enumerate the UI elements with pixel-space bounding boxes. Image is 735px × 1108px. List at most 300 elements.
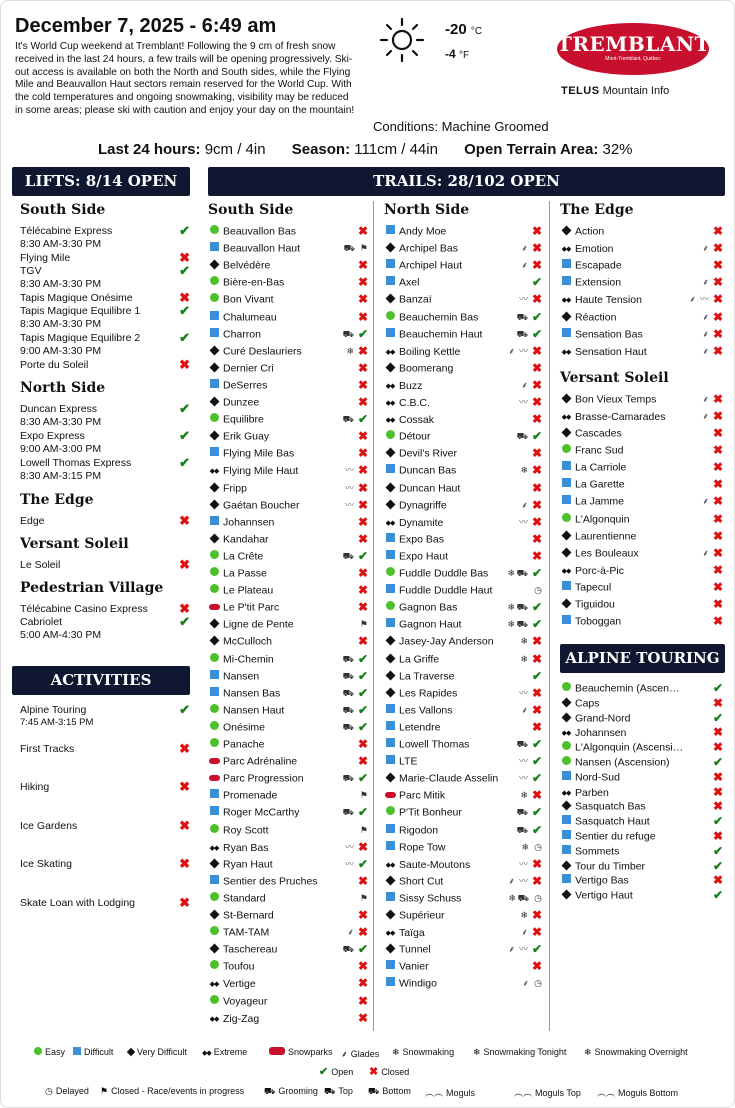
- trail-row: [208, 1010, 370, 1027]
- trail-name: Le P'tit Parc: [223, 601, 280, 614]
- trail-name: Taschereau: [223, 943, 278, 956]
- trail-name: Flying Mile Haut: [223, 465, 299, 478]
- closed-x-icon: ✖: [531, 241, 542, 256]
- lift-row: [20, 305, 190, 330]
- legend-label: Open: [331, 1067, 354, 1077]
- legend-item: [341, 1047, 379, 1060]
- closed-x-icon: ✖: [531, 258, 542, 273]
- trail-name: La Griffe: [399, 652, 440, 665]
- temp-celsius: -20 °C: [445, 21, 483, 38]
- lift-name: Expo Express: [20, 430, 85, 442]
- trail-row: [384, 856, 544, 873]
- open-check-icon: ✔: [357, 719, 368, 734]
- closed-x-icon: ✖: [531, 224, 542, 238]
- legend-label: Glades: [350, 1049, 380, 1059]
- trail-row: [384, 480, 544, 497]
- grooming-icon: ⛟: [516, 568, 528, 578]
- alpine-touring-name: Caps: [575, 697, 600, 710]
- moguls-icon: 〰: [518, 773, 528, 784]
- trail-name: Beauchemin Haut: [399, 327, 483, 340]
- trail-row: [384, 736, 544, 753]
- difficult-icon: [562, 845, 571, 854]
- moguls-top-icon: ︵︵: [514, 1088, 533, 1098]
- open-check-icon: ✔: [357, 548, 368, 563]
- lifts-header: LIFTS: 8/14 OPEN: [12, 167, 190, 196]
- bottom-icon: ⛟: [368, 1086, 380, 1096]
- lift-row: [20, 292, 190, 305]
- lift-name: Duncan Express: [20, 403, 98, 415]
- trail-row: [208, 411, 370, 428]
- trail-name: Andy Moe: [399, 225, 447, 238]
- trail-name: La Passe: [223, 567, 267, 580]
- trail-row: [208, 822, 370, 839]
- extreme-icon: ◆◆: [561, 567, 571, 575]
- moguls-icon: 〰: [344, 841, 354, 852]
- closed-race-icon: ⚑: [359, 790, 368, 801]
- legend-label: Easy: [45, 1047, 66, 1057]
- trail-row: [208, 462, 370, 479]
- trail-row: [384, 839, 544, 856]
- difficult-icon: [210, 670, 219, 679]
- trail-row: [384, 274, 544, 291]
- trail-name: Boomerang: [399, 362, 454, 375]
- very-difficult-icon: [209, 499, 219, 509]
- open-check-icon: ✔: [531, 566, 542, 580]
- closed-x-icon: ✖: [357, 429, 368, 444]
- open-check-icon: ✔: [531, 805, 542, 820]
- closed-x-icon: ✖: [712, 562, 723, 577]
- legend-label: Moguls Bottom: [618, 1088, 679, 1098]
- trail-name: Tunnel: [399, 943, 431, 956]
- legend-item: [264, 1086, 318, 1098]
- trail-name: Nansen Bas: [223, 686, 281, 699]
- trail-name: Roy Scott: [223, 823, 269, 836]
- very-difficult-icon: [561, 393, 571, 403]
- trail-name: Archipel Haut: [399, 259, 463, 272]
- trail-row: [560, 579, 725, 596]
- trail-row: [384, 941, 544, 958]
- trail-row: [384, 240, 544, 257]
- trail-name: Parc Progression: [223, 772, 304, 785]
- trail-row: [208, 445, 370, 462]
- grooming-icon: ⛟: [342, 704, 354, 715]
- moguls-icon: 〰: [344, 482, 354, 493]
- trail-row: [208, 480, 370, 497]
- trail-row: [384, 975, 544, 992]
- glades-icon: ⸙: [521, 243, 528, 254]
- easy-icon: [386, 806, 395, 815]
- snowpark-icon: [209, 758, 220, 764]
- trail-row: [208, 668, 370, 685]
- trail-row: [384, 685, 544, 702]
- open-check-icon: ✔: [712, 814, 723, 829]
- trail-name: Porc-à-Pic: [575, 564, 625, 577]
- trail-row: [208, 873, 370, 890]
- closed-x-icon: ✖: [712, 725, 723, 740]
- trail-name: Jasey-Jay Anderson: [399, 635, 494, 648]
- trail-name: Duncan Bas: [399, 464, 457, 477]
- grooming-icon: ⛟: [342, 807, 354, 818]
- closed-x-icon: ✖: [531, 651, 542, 666]
- moguls-icon: 〰: [518, 756, 528, 767]
- open-check-icon: ✔: [531, 600, 542, 615]
- trail-row: [208, 343, 370, 360]
- trail-name: Marie-Claude Asselin: [399, 772, 499, 785]
- easy-icon: [34, 1047, 42, 1057]
- very-difficult-icon: [209, 858, 219, 868]
- difficult-icon: [386, 584, 395, 593]
- alpine-touring-row: [560, 873, 725, 888]
- trail-name: Ryan Haut: [223, 857, 273, 870]
- lift-row: [20, 616, 190, 641]
- legend-item: [202, 1047, 247, 1057]
- trail-name: Sentier des Pruches: [223, 875, 318, 888]
- closed-x-icon: ✖: [357, 514, 368, 529]
- trail-section-title: North Side: [384, 202, 470, 218]
- trail-name: Nansen: [223, 669, 260, 682]
- difficult-icon: [386, 328, 395, 337]
- closed-x-icon: ✖: [531, 395, 542, 409]
- very-difficult-icon: [209, 482, 219, 492]
- trail-name: Belvédère: [223, 259, 271, 272]
- legend-item: [597, 1086, 678, 1099]
- easy-icon: [210, 225, 219, 234]
- closed-x-icon: ✖: [712, 873, 723, 888]
- trail-name: Vanier: [399, 960, 429, 973]
- trail-row: [560, 408, 725, 425]
- trail-name: Escapade: [575, 259, 622, 272]
- easy-icon: [210, 738, 219, 747]
- delayed-icon: ◷: [534, 892, 542, 903]
- open-check-icon: ✔: [179, 428, 190, 443]
- trail-row: [560, 391, 725, 408]
- very-difficult-icon: [385, 294, 395, 304]
- easy-icon: [210, 721, 219, 730]
- trail-name: Parc Adrénaline: [223, 755, 298, 768]
- trail-row: [208, 958, 370, 975]
- closed-x-icon: ✖: [531, 412, 542, 427]
- moguls-icon: 〰: [344, 499, 354, 510]
- trail-name: Archipel Bas: [399, 242, 458, 255]
- open-check-icon: ✔: [357, 326, 368, 341]
- glades-icon: ⸙: [702, 410, 709, 421]
- trail-name: Flying Mile Bas: [223, 447, 295, 460]
- very-difficult-icon: [385, 482, 395, 492]
- alpine-touring-row: [560, 829, 725, 844]
- open-check-icon: ✔: [179, 330, 190, 345]
- open-check-icon: ✔: [357, 651, 368, 666]
- trail-name: Fuddle Duddle Bas: [399, 567, 489, 580]
- trail-name: Brasse-Camarades: [575, 410, 666, 423]
- very-difficult-icon: [385, 944, 395, 954]
- trail-name: Buzz: [399, 379, 423, 392]
- trail-row: [208, 890, 370, 907]
- trail-row: [208, 223, 370, 240]
- trail-name: Extension: [575, 276, 622, 289]
- lift-name: Télécabine Express: [20, 225, 113, 237]
- open-check-icon: ✔: [531, 771, 542, 786]
- legend-item: [269, 1047, 333, 1057]
- alpine-touring-name: Nansen (Ascension): [575, 756, 670, 769]
- trail-row: [208, 394, 370, 411]
- trail-row: [384, 257, 544, 274]
- easy-icon: [210, 824, 219, 833]
- trail-name: Beauvallon Haut: [223, 242, 301, 255]
- closed-x-icon: ✖: [357, 839, 368, 854]
- closed-x-icon: ✖: [712, 292, 723, 307]
- activity-hours: 7:45 AM-3:15 PM: [20, 716, 94, 728]
- difficult-icon: [386, 960, 395, 969]
- alpine-touring-row: [560, 785, 725, 800]
- alpine-touring-name: Vertigo Haut: [575, 889, 633, 902]
- legend-item: [514, 1086, 581, 1099]
- trail-row: [208, 531, 370, 548]
- trail-row: [208, 804, 370, 821]
- trail-row: [384, 514, 544, 531]
- alpine-touring-row: [560, 859, 725, 874]
- lift-name: Flying Mile: [20, 252, 71, 264]
- legend-label: Very Difficult: [137, 1047, 187, 1057]
- extreme-icon: ◆◆: [561, 348, 571, 356]
- very-difficult-icon: [385, 687, 395, 697]
- very-difficult-icon: [209, 362, 219, 372]
- snowmaking-icon: ❄: [520, 910, 528, 920]
- trail-row: [560, 326, 725, 343]
- trail-row: [384, 907, 544, 924]
- trail-name: Axel: [399, 276, 420, 289]
- trail-row: [560, 511, 725, 528]
- trail-row: [208, 326, 370, 343]
- grooming-icon: ⛟: [516, 311, 528, 322]
- lift-row: [20, 430, 190, 455]
- grooming-icon: ⛟: [516, 824, 528, 835]
- closed-x-icon: ✖: [357, 600, 368, 615]
- activity-name: Skate Loan with Lodging: [20, 896, 136, 909]
- closed-x-icon: ✖: [712, 309, 723, 324]
- very-difficult-icon: [385, 636, 395, 646]
- trail-name: Gagnon Bas: [399, 601, 458, 614]
- closed-x-icon: ✖: [712, 511, 723, 526]
- trail-row: [208, 582, 370, 599]
- closed-x-icon: ✖: [357, 480, 368, 495]
- top-icon: ⛟: [324, 1086, 336, 1096]
- very-difficult-icon: [561, 530, 571, 540]
- grooming-icon: ⛟: [516, 328, 528, 339]
- trail-section-title: Versant Soleil: [560, 369, 669, 386]
- trail-row: [560, 291, 725, 308]
- easy-icon: [210, 704, 219, 713]
- very-difficult-icon: [385, 499, 395, 509]
- lift-name: Tapis Magique Equilibre 1: [20, 305, 141, 317]
- glades-icon: ⸙: [522, 978, 529, 989]
- very-difficult-icon: [385, 670, 395, 680]
- difficult-icon: [562, 328, 571, 337]
- difficult-icon: [386, 276, 395, 285]
- legend-item: [319, 1065, 353, 1078]
- lift-hours: 8:30 AM-3:30 PM: [20, 277, 102, 290]
- open-check-icon: ✔: [357, 412, 368, 427]
- lift-hours: 5:00 AM-4:30 PM: [20, 628, 102, 641]
- closed-x-icon: ✖: [531, 702, 542, 717]
- trail-name: Sensation Haut: [575, 345, 647, 358]
- lift-hours: 8:30 AM-3:30 PM: [20, 317, 102, 330]
- trail-name: C.B.C.: [399, 396, 430, 409]
- difficult-icon: [210, 447, 219, 456]
- activity-row: [20, 740, 190, 756]
- lift-row: [20, 603, 190, 616]
- trail-row: [560, 257, 725, 274]
- telus-sponsor: TELUS Mountain Info: [561, 85, 670, 97]
- trail-name: Franc Sud: [575, 444, 624, 457]
- trail-row: [560, 493, 725, 510]
- trail-name: Haute Tension: [575, 294, 642, 307]
- trail-name: Cascades: [575, 427, 622, 440]
- glades-icon: ⸙: [702, 243, 709, 254]
- very-difficult-icon: [209, 260, 219, 270]
- snowpark-icon: [209, 604, 220, 610]
- trail-name: Fuddle Duddle Haut: [399, 584, 493, 597]
- activity-row: [20, 894, 190, 910]
- very-difficult-icon: [209, 636, 219, 646]
- trail-row: [384, 719, 544, 736]
- trail-row: [208, 514, 370, 531]
- tremblant-logo: TREMBLANT Mont-Tremblant, Québec: [557, 23, 709, 75]
- trail-row: [208, 291, 370, 308]
- trail-row: [208, 548, 370, 565]
- closed-x-icon: ✖: [357, 1010, 368, 1025]
- glades-icon: ⸙: [702, 496, 709, 507]
- trail-row: [208, 736, 370, 753]
- closed-x-icon: ✖: [357, 737, 368, 751]
- grooming-icon: ⛟: [264, 1086, 276, 1096]
- easy-icon: [386, 430, 395, 439]
- closed-x-icon: ✖: [179, 557, 190, 572]
- trail-name: Bière-en-Bas: [223, 276, 285, 289]
- very-difficult-icon: [385, 910, 395, 920]
- legend-label: Snowmaking: [402, 1047, 455, 1057]
- very-difficult-icon: [385, 875, 395, 885]
- alpine-touring-name: L'Algonquin (Ascensi…: [575, 741, 684, 754]
- difficult-icon: [386, 464, 395, 473]
- trail-name: Charron: [223, 327, 261, 340]
- trail-name: LTE: [399, 755, 418, 768]
- easy-icon: [210, 892, 219, 901]
- closed-x-icon: ✖: [357, 309, 368, 324]
- trail-name: Les Rapides: [399, 686, 458, 699]
- extreme-icon: ◆◆: [561, 730, 571, 738]
- lift-row: [20, 359, 190, 372]
- closed-x-icon: ✖: [712, 597, 723, 611]
- moguls-icon: ︵︵: [425, 1088, 444, 1098]
- trail-name: TAM-TAM: [223, 926, 270, 939]
- legend-item: [45, 1086, 89, 1097]
- moguls-icon: 〰: [518, 875, 528, 886]
- trail-row: [208, 360, 370, 377]
- closed-x-icon: ✖: [712, 408, 723, 423]
- trail-name: Les Bouleaux: [575, 546, 639, 559]
- report-message: It's World Cup weekend at Tremblant! Following the 9 cm of fresh snow received in the last 24 hours, a few trails will be opening progressively. Ski-out access is available on both the North and South sides, while the Flying Mile and Beauvallon Haut sectors remain reserved for the World Cup. With the cold temperatures and ongoing snowmaking, visibility may be reduced in some areas; please ski with caution and enjoy your day on the mountain!: [15, 41, 355, 116]
- trail-name: Beauvallon Bas: [223, 225, 296, 238]
- trail-name: Parc Mitik: [399, 789, 446, 802]
- activity-row: [20, 704, 190, 729]
- trail-row: [384, 428, 544, 445]
- lift-hours: 8:30 AM-3:15 PM: [20, 469, 102, 482]
- trail-row: [208, 753, 370, 770]
- activity-name: Alpine Touring: [20, 704, 87, 716]
- difficult-icon: [386, 618, 395, 627]
- open-check-icon: ✔: [531, 309, 542, 324]
- trail-name: Toufou: [223, 960, 255, 973]
- easy-icon: [562, 444, 571, 453]
- very-difficult-icon: [209, 431, 219, 441]
- trail-row: [208, 924, 370, 941]
- closed-x-icon: ✖: [357, 463, 368, 478]
- difficult-icon: [562, 771, 571, 780]
- lift-row: [20, 252, 190, 265]
- extreme-icon: ◆◆: [385, 382, 395, 390]
- closed-x-icon: ✖: [712, 494, 723, 509]
- snowmaking-overnight-icon: ❄: [584, 1047, 592, 1057]
- extreme-icon: ◆◆: [561, 789, 571, 797]
- trail-row: [560, 476, 725, 493]
- moguls-icon: 〰: [518, 687, 528, 698]
- trails-header: TRAILS: 28/102 OPEN: [208, 167, 725, 196]
- trail-name: P'Tit Bonheur: [399, 806, 462, 819]
- alpine-touring-header: ALPINE TOURING: [560, 644, 725, 673]
- snowmaking-icon: ❄: [520, 790, 528, 801]
- grooming-icon: ⛟: [342, 653, 354, 664]
- snow-stats: Last 24 hours: 9cm / 4in Season: 111cm / 44in Open Terrain Area: 32%: [98, 141, 633, 158]
- trail-name: Chalumeau: [223, 310, 277, 323]
- open-check-icon: ✔: [179, 702, 190, 717]
- very-difficult-icon: [209, 910, 219, 920]
- lift-name: Tapis Magique Onésime: [20, 292, 133, 304]
- alpine-touring-name: Johannsen: [575, 727, 627, 740]
- closed-x-icon: ✖: [531, 908, 542, 922]
- closed-x-icon: ✖: [357, 531, 368, 546]
- activity-row: [20, 817, 190, 833]
- closed-race-icon: ⚑: [359, 824, 368, 835]
- difficult-icon: [210, 311, 219, 320]
- alpine-touring-name: Nord-Sud: [575, 771, 620, 784]
- trail-name: Expo Haut: [399, 550, 449, 563]
- very-difficult-icon: [561, 801, 571, 811]
- trail-name: Beauchemin Bas: [399, 310, 479, 323]
- closed-x-icon: ✖: [357, 873, 368, 888]
- very-difficult-icon: [209, 619, 219, 629]
- moguls-icon: 〰: [344, 465, 354, 476]
- trail-name: Ryan Bas: [223, 841, 269, 854]
- trail-row: [208, 616, 370, 633]
- legend-item: [425, 1086, 475, 1099]
- extreme-icon: ◆◆: [385, 930, 395, 938]
- trail-row: [208, 633, 370, 650]
- lift-hours: 8:30 AM-3:30 PM: [20, 415, 102, 428]
- trail-name: Taïga: [399, 926, 425, 939]
- glades-icon: ⸙: [521, 704, 528, 715]
- snowpark-icon: [385, 792, 396, 798]
- closed-x-icon: ✖: [357, 292, 368, 307]
- trail-name: Emotion: [575, 242, 614, 255]
- trail-name: Panache: [223, 738, 265, 751]
- closed-x-icon: ✖: [357, 275, 368, 290]
- legend-item: [324, 1086, 353, 1098]
- moguls-icon: 〰: [518, 397, 528, 407]
- open-check-icon: ✔: [531, 275, 542, 290]
- trail-row: [560, 442, 725, 459]
- closed-x-icon: ✖: [531, 446, 542, 461]
- trail-name: La Jamme: [575, 495, 625, 508]
